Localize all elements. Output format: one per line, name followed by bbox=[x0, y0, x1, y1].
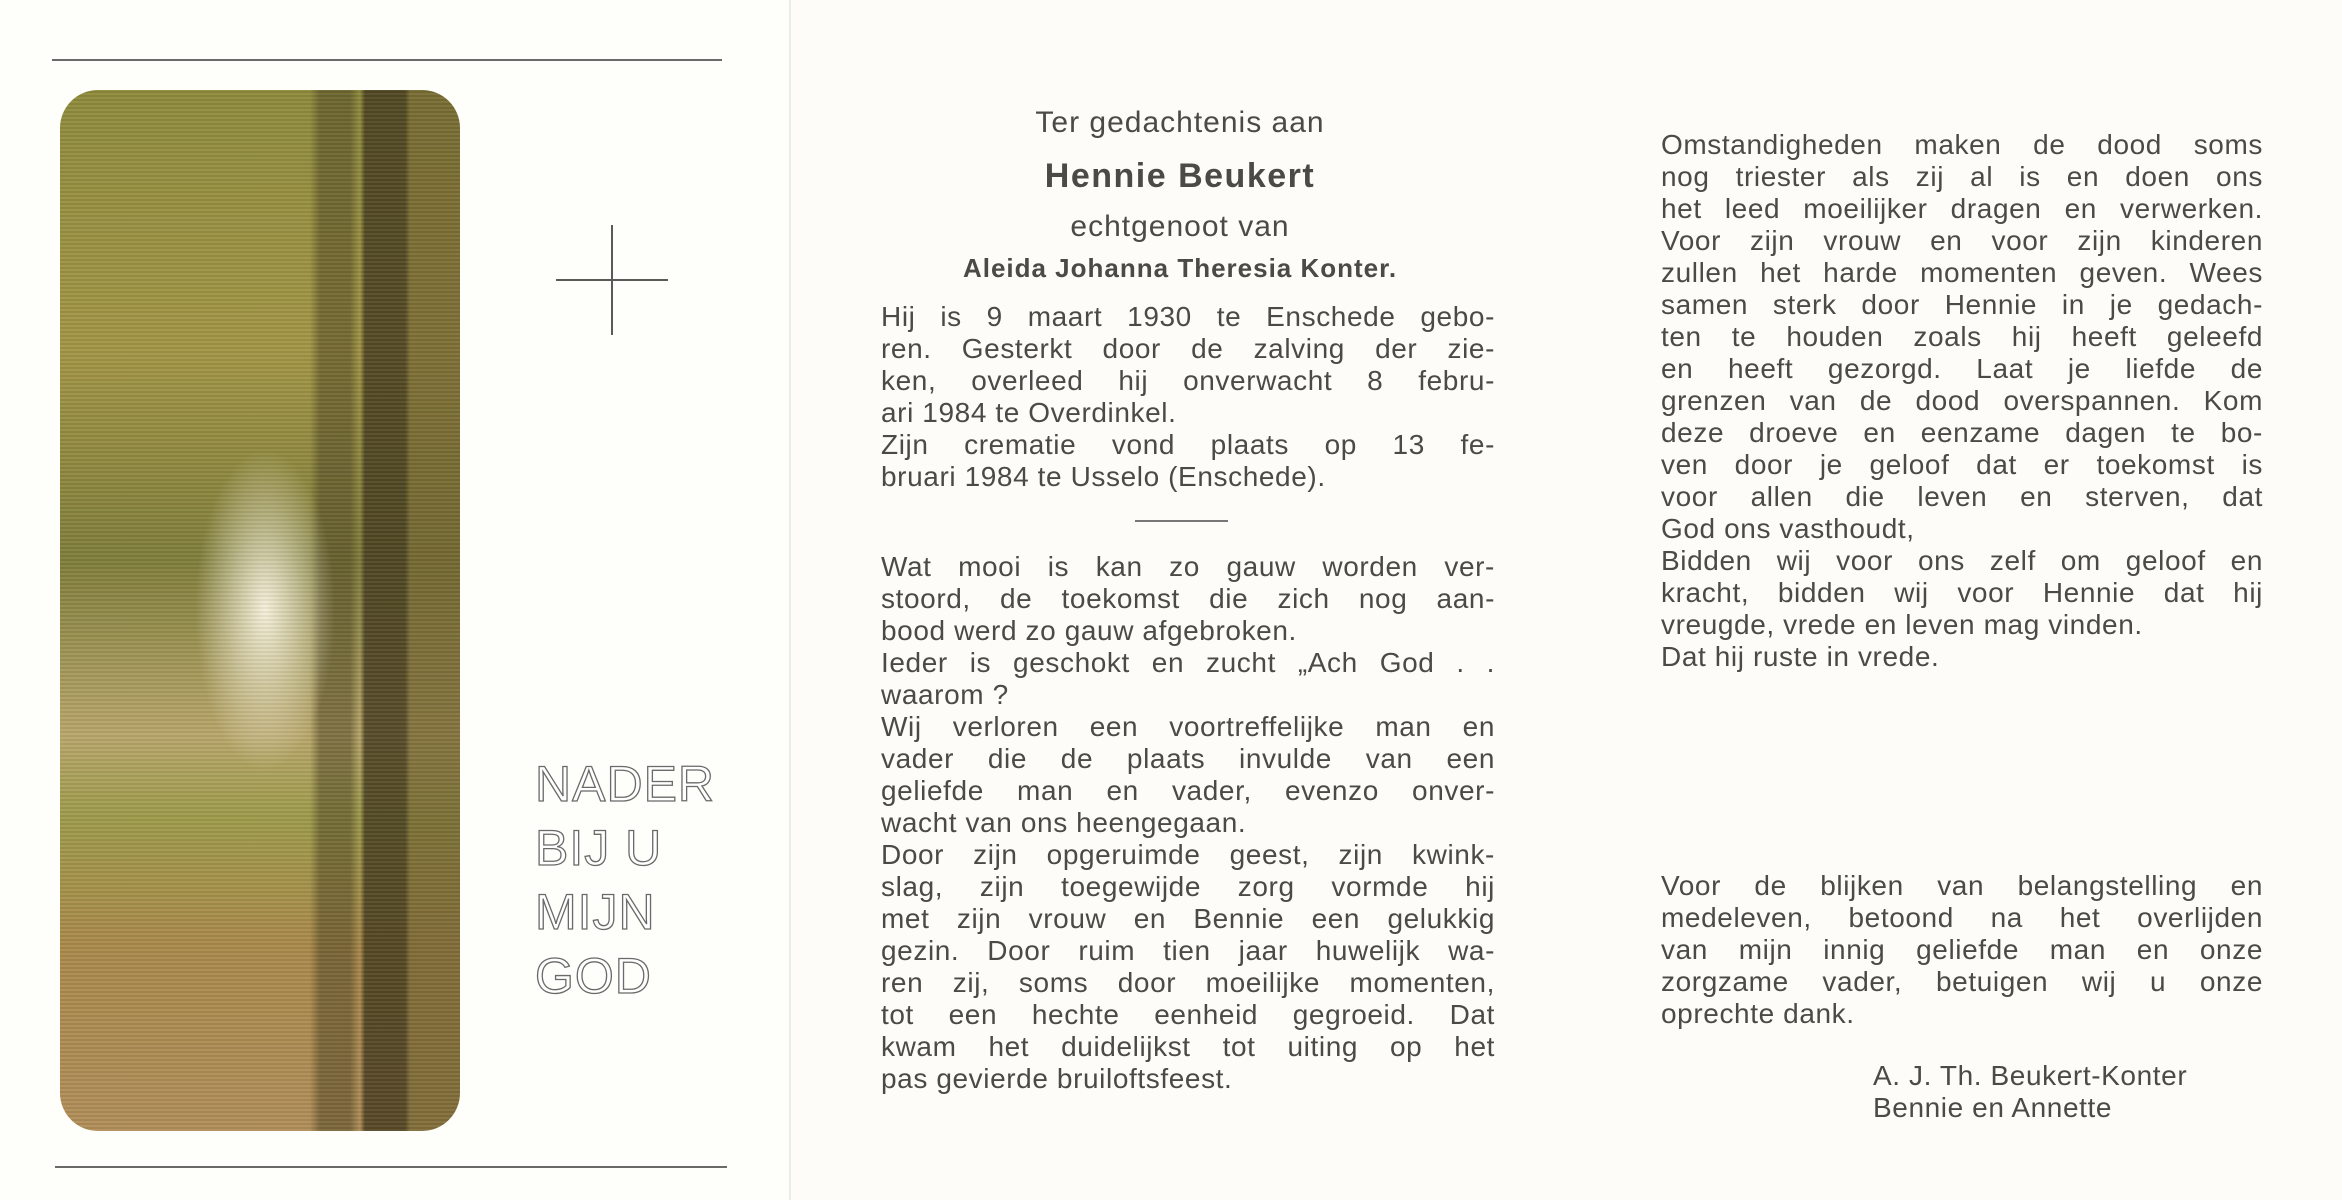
thanks-text bbox=[1661, 870, 2263, 1030]
text-line: deze droeve en eenzame dagen te bo- bbox=[1661, 417, 2263, 448]
relation-text: echtgenoot van bbox=[1070, 210, 1290, 243]
text-line: Voor de blijken van belangstelling en bbox=[1661, 870, 2263, 901]
text-line: ren zij, soms door moeilijke momenten, bbox=[881, 967, 1495, 998]
text-line: geliefde man en vader, evenzo onver- bbox=[881, 775, 1495, 806]
poem-text bbox=[881, 551, 1495, 1095]
front-panel bbox=[0, 0, 791, 1200]
reflection-text bbox=[1661, 129, 2263, 673]
text-line: ten te houden zoals hij heeft geleefd bbox=[1661, 321, 2263, 352]
text-line: kracht, bidden wij voor Hennie dat hij bbox=[1661, 577, 2263, 608]
text-line: Omstandigheden maken de dood soms bbox=[1661, 129, 2263, 160]
separator bbox=[1135, 520, 1228, 522]
text-line: ven door je geloof dat er toekomst is bbox=[1661, 449, 2263, 480]
signature bbox=[1873, 1060, 2273, 1124]
text-line: Wij verloren een voortreffelijke man en bbox=[881, 711, 1495, 742]
text-line: vader die de plaats invulde van een bbox=[881, 743, 1495, 774]
text-line: bruari 1984 te Usselo (Enschede). bbox=[881, 461, 1326, 492]
text-line: ren. Gesterkt door de zalving der zie- bbox=[881, 333, 1495, 364]
text-line: pas gevierde bruiloftsfeest. bbox=[881, 1063, 1233, 1094]
text-line: Door zijn opgeruimde geest, zijn kwink- bbox=[881, 839, 1495, 870]
text-line: oprechte dank. bbox=[1661, 998, 1855, 1029]
text-line: grenzen van de dood overspannen. Kom bbox=[1661, 385, 2263, 416]
motto-line: NADER bbox=[535, 756, 716, 812]
text-line: gezin. Door ruim tien jaar huwelijk wa- bbox=[881, 935, 1495, 966]
text-line: nog triester als zij al is en doen ons bbox=[1661, 161, 2263, 192]
text-line: Dat hij ruste in vrede. bbox=[1661, 641, 1940, 672]
text-line: waarom ? bbox=[881, 679, 1009, 710]
text-line: samen sterk door Hennie in je gedach- bbox=[1661, 289, 2263, 320]
cross-icon-bar bbox=[556, 279, 668, 281]
text-line: tot een hechte eenheid gegroeid. Dat bbox=[881, 999, 1495, 1030]
deceased-name: Hennie Beukert bbox=[1044, 157, 1316, 195]
text-line: Hij is 9 maart 1930 te Enschede gebo- bbox=[881, 301, 1495, 332]
text-line: vreugde, vrede en leven mag vinden. bbox=[1661, 609, 2143, 640]
text-line: wacht van ons heengegaan. bbox=[881, 807, 1247, 838]
text-line: en heeft gezorgd. Laat je liefde de bbox=[1661, 353, 2263, 384]
autumn-avenue-photo bbox=[60, 90, 460, 1131]
intro-text: Ter gedachtenis aan bbox=[1035, 106, 1325, 139]
motto-line: MIJN bbox=[535, 884, 656, 940]
bottom-rule bbox=[55, 1166, 727, 1168]
text-line: Voor zijn vrouw en voor zijn kinderen bbox=[1661, 225, 2263, 256]
text-line: Wat mooi is kan zo gauw worden ver- bbox=[881, 551, 1495, 582]
text-line: van mijn innig geliefde man en onze bbox=[1661, 934, 2263, 965]
spouse-name: Aleida Johanna Theresia Konter. bbox=[962, 253, 1398, 283]
text-line: met zijn vrouw en Bennie een gelukkig bbox=[881, 903, 1495, 934]
top-rule bbox=[52, 59, 722, 61]
bio-paragraph bbox=[881, 301, 1495, 493]
text-line: bood werd zo gauw afgebroken. bbox=[881, 615, 1297, 646]
text-line: Bidden wij voor ons zelf om geloof en bbox=[1661, 545, 2263, 576]
text-line: Zijn crematie vond plaats op 13 fe- bbox=[881, 429, 1495, 460]
text-line: stoord, de toekomst die zich nog aan- bbox=[881, 583, 1495, 614]
text-line: medeleven, betoond na het overlijden bbox=[1661, 902, 2263, 933]
text-line: zullen het harde momenten geven. Wees bbox=[1661, 257, 2263, 288]
signature-line: A. J. Th. Beukert-Konter bbox=[1873, 1060, 2188, 1091]
motto-line: GOD bbox=[535, 948, 652, 1004]
motto bbox=[535, 752, 715, 1008]
text-line: Ieder is geschokt en zucht „Ach God . . bbox=[881, 647, 1495, 678]
text-line: het leed moeilijker dragen en verwerken. bbox=[1661, 193, 2263, 224]
text-line: kwam het duidelijkst tot uiting op het bbox=[881, 1031, 1495, 1062]
text-line: ken, overleed hij onverwacht 8 febru- bbox=[881, 365, 1495, 396]
text-line: ari 1984 te Overdinkel. bbox=[881, 397, 1177, 428]
text-line: slag, zijn toegewijde zorg vormde hij bbox=[881, 871, 1495, 902]
motto-line: BIJ U bbox=[535, 820, 663, 876]
text-line: zorgzame vader, betuigen wij u onze bbox=[1661, 966, 2263, 997]
text-line: God ons vasthoudt, bbox=[1661, 513, 1915, 544]
text-line: voor allen die leven en sterven, dat bbox=[1661, 481, 2263, 512]
signature-line: Bennie en Annette bbox=[1873, 1092, 2113, 1123]
